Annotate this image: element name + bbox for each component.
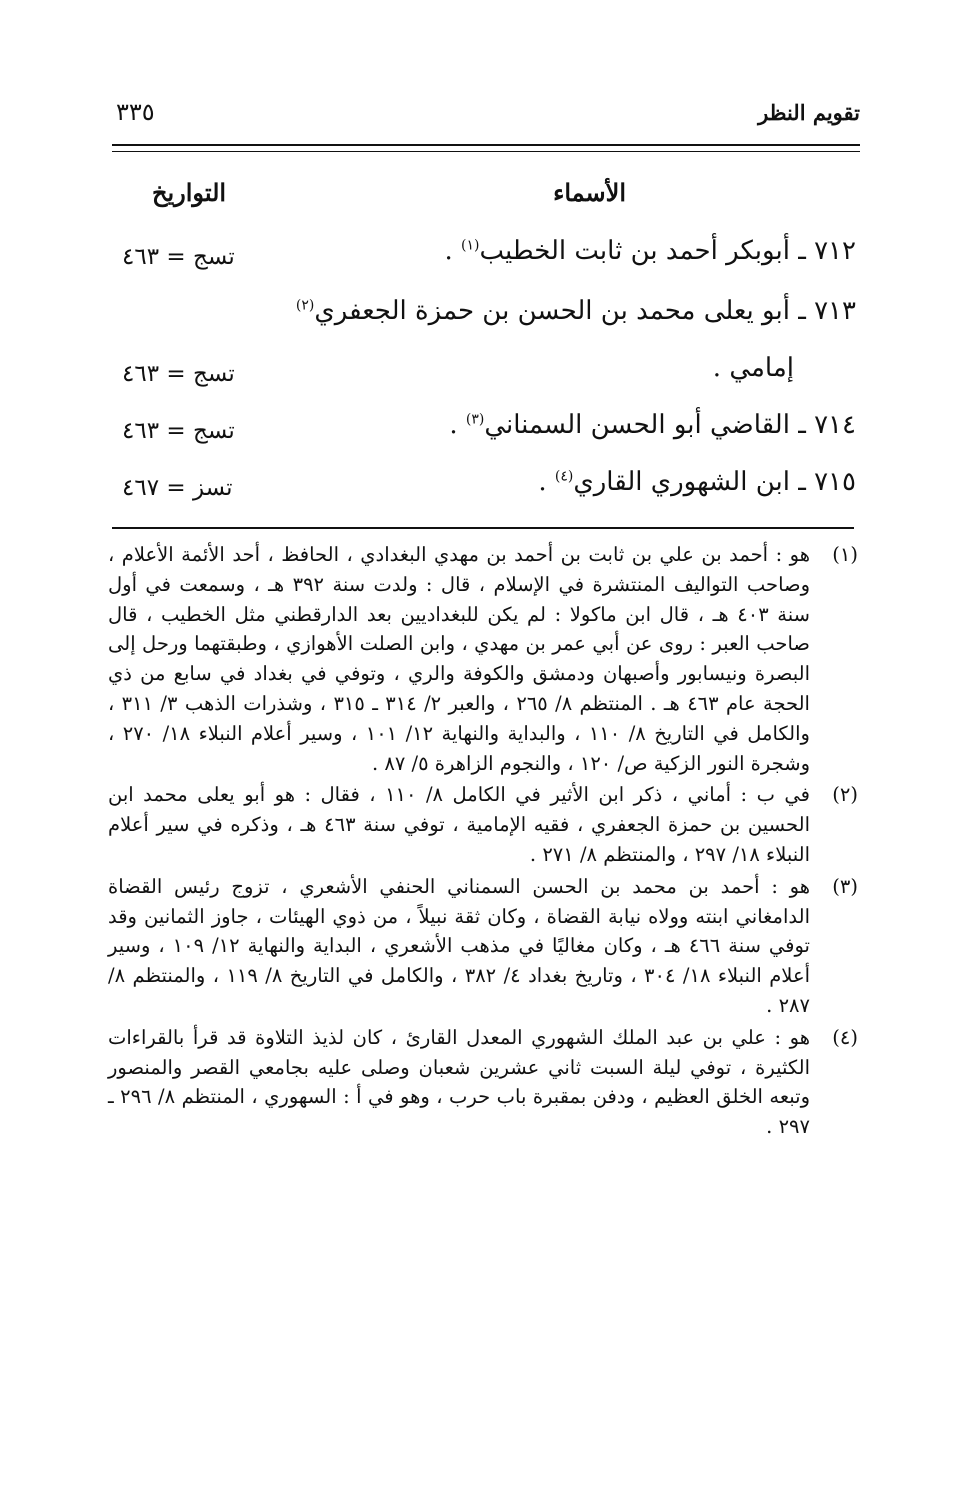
entry-715-date — [122, 475, 252, 501]
entry-712-name — [444, 236, 856, 266]
date-equals: = — [159, 361, 193, 387]
entry-713-continuation: إمامي . — [712, 353, 794, 383]
footnote-text: هو : أحمد بن علي بن ثابت بن أحمد بن مهدي البغدادي ، الحافظ ، أحد الأئمة الأعلام ، وصاحب التواليف المنتشرة في الإسلام ، قال : ولدت سنة ٣٩٢ هـ ، وسمعت في أول سنة ٤٠٣ هـ ، قال ابن ماكولا : لم يكن للبغداديين بعد الدارقطني مثل الخطيب ، قال صاحب العبر : روى عن أبي عمر بن مهدي ، وابن الصلت الأهوازي ، وطبقتهما ورحل إلى البصرة ونيسابور وأصبهان ودمشق والكوفة والري ، وتوفي في بغداد في سابع من ذي الحجة عام ٤٦٣ هـ . المنتظم ٨/ ٢٦٥ ، والعبر ٢/ ٣١٤ ـ ٣١٥ ، وشذرات الذهب ٣/ ٣١١ ، والكامل في التاريخ ٨/ ١١٠ ، والبداية والنهاية ١٢/ ١٠١ ، وسير أعلام النبلاء ١٨/ ٢٧٠ ، وشجرة النور الزكية ص/ ١٢٠ ، والنجوم الزاهرة ٥/ ٨٧ . — [108, 543, 810, 775]
entry-name-text: ٧١٢ ـ أبوبكر أحمد بن ثابت الخطيب — [479, 236, 856, 266]
date-year: ٤٦٣ — [122, 361, 160, 387]
dates-column-heading: التواريخ — [152, 178, 227, 207]
book-title: تقويم النظر — [758, 100, 860, 125]
date-year: ٤٦٣ — [122, 244, 160, 270]
date-code: تسج — [192, 244, 235, 270]
entry-714-name — [449, 410, 856, 440]
date-code: تسج — [192, 361, 235, 387]
date-year: ٤٦٣ — [122, 418, 160, 444]
running-header — [112, 96, 860, 136]
footnote-text: في ب : أماني ، ذكر ابن الأثير في الكامل ٨/ ١١٠ ، فقال : هو أبو يعلى محمد ابن الحسين بن حمزة الجعفري ، فقيه الإمامية ، توفي سنة ٤٦٣ هـ ، وذكره في سير أعلام النبلاء ١٨/ ٢٩٧ ، والمنتظم ٨/ ٢٧١ . — [108, 783, 810, 866]
names-column-heading: الأسماء — [553, 178, 626, 207]
footnote-number: (١) — [832, 543, 858, 566]
entry-713-name — [296, 296, 856, 326]
footnote-2 — [108, 780, 860, 869]
entry-715-name — [538, 467, 856, 497]
date-equals: = — [159, 475, 193, 501]
entry-713-date — [122, 361, 252, 387]
footnote-ref-4[interactable]: (٤) — [554, 468, 574, 485]
footnote-number: (٢) — [832, 783, 858, 807]
date-year: ٤٦٧ — [122, 475, 160, 501]
footnote-number: (٣) — [832, 874, 858, 898]
footnotes — [108, 540, 860, 1144]
date-code: تسز — [192, 475, 233, 501]
footnote-ref-3[interactable]: (٣) — [465, 411, 485, 428]
entry-tail: . — [538, 467, 555, 497]
entry-tail: . — [444, 236, 462, 266]
footnote-number: (٤) — [832, 1025, 858, 1049]
footnote-text: هو : علي بن عبد الملك الشهوري المعدل القارئ ، كان لذيذ التلاوة قد قرأ بالقراءات الكثيرة ، توفي ليلة السبت ثاني عشرين شعبان وصلى عليه بجامعي القصر والمنصور وتبعه الخلق العظيم ، ودفن بمقبرة باب حرب ، وهو في أ : السهوري ، المنتظم ٨/ ٢٩٦ ـ ٢٩٧ . — [108, 1025, 810, 1139]
entry-name-text: ٧١٣ ـ أبو يعلى محمد بن الحسن بن حمزة الجعفري — [314, 296, 856, 326]
footnote-ref-1[interactable]: (١) — [461, 237, 480, 254]
entry-712-date — [122, 244, 252, 270]
date-equals: = — [159, 244, 193, 270]
header-rule — [112, 144, 860, 152]
footnote-1 — [108, 540, 860, 778]
page-number: ٣٣٥ — [116, 98, 155, 126]
entry-name-text: ٧١٥ ـ ابن الشهوري القاري — [573, 467, 856, 497]
footnote-ref-2[interactable]: (٢) — [295, 297, 315, 314]
date-code: تسج — [192, 418, 235, 444]
footnote-text: هو : أحمد بن محمد بن الحسن السمناني الحنفي الأشعري ، تزوج رئيس القضاة الدامغاني ابنته وولاه نيابة القضاة ، وكان ثقة نبيلاً ، من ذوي الهيئات ، جاوز الثمانين وقد توفي سنة ٤٦٦ هـ ، وكان مغاليًا في مذهب الأشعري ، البداية والنهاية ١٢/ ١٠٩ ، وسير أعلام النبلاء ١٨/ ٣٠٤ ، وتاريخ بغداد ٤/ ٣٨٢ ، والكامل في التاريخ ٨/ ١١٩ ، والمنتظم ٨/ ٢٨٧ . — [108, 874, 810, 1017]
footnote-3 — [108, 872, 860, 1021]
footnote-rule — [112, 527, 854, 529]
footnote-4 — [108, 1023, 860, 1142]
date-equals: = — [159, 418, 193, 444]
entry-tail: . — [449, 410, 466, 440]
entry-name-text: ٧١٤ ـ القاضي أبو الحسن السمناني — [484, 410, 856, 440]
entry-714-date — [122, 418, 252, 444]
